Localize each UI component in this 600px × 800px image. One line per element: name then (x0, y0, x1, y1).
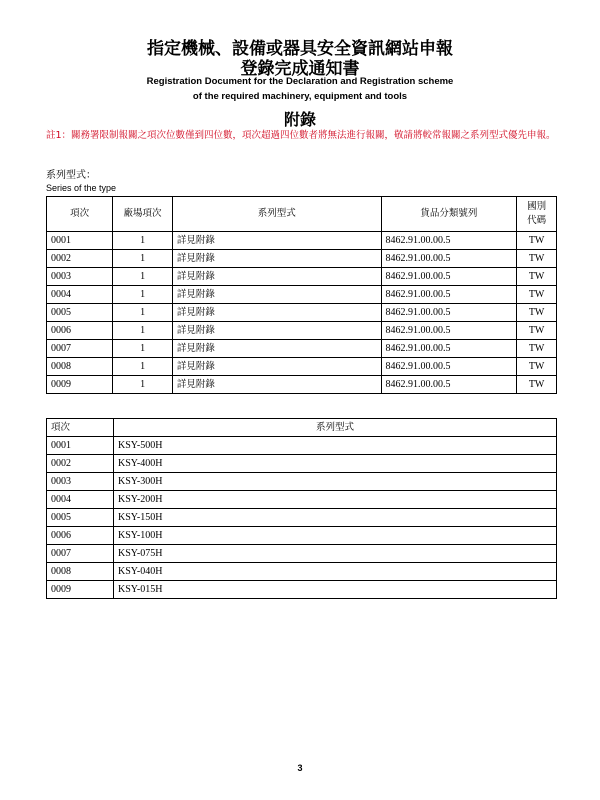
cell-country: TW (517, 340, 557, 358)
cell-item: 0009 (47, 376, 113, 394)
header-factory-item: 廠場項次 (113, 197, 173, 232)
cell-item: 0004 (47, 286, 113, 304)
header-country-code (517, 197, 557, 232)
table-row (47, 437, 557, 455)
table-row (47, 455, 557, 473)
cell-hs-code: 8462.91.00.00.5 (381, 322, 517, 340)
table-row (47, 232, 557, 250)
cell-item: 0001 (47, 232, 113, 250)
cell-item: 0004 (47, 491, 114, 509)
cell-factory: 1 (113, 286, 173, 304)
table-row (47, 491, 557, 509)
table-row (47, 527, 557, 545)
cell-factory: 1 (113, 322, 173, 340)
cell-country: TW (517, 232, 557, 250)
appendix-model-table (46, 418, 557, 599)
cell-item: 0007 (47, 340, 113, 358)
cell-series: 詳見附錄 (172, 232, 381, 250)
cell-factory: 1 (113, 340, 173, 358)
cell-model: KSY-300H (114, 473, 557, 491)
series-label-en: Series of the type (46, 183, 117, 193)
cell-series: 詳見附錄 (172, 322, 381, 340)
cell-factory: 1 (113, 304, 173, 322)
table-row (47, 581, 557, 599)
cell-factory: 1 (113, 358, 173, 376)
cell-model: KSY-500H (114, 437, 557, 455)
header-hs-code: 貨品分類號列 (381, 197, 517, 232)
header-series-type: 系列型式 (172, 197, 381, 232)
cell-item: 0008 (47, 358, 113, 376)
cell-series: 詳見附錄 (172, 358, 381, 376)
cell-series: 詳見附錄 (172, 268, 381, 286)
cell-hs-code: 8462.91.00.00.5 (381, 376, 517, 394)
series-label-zh: 系列型式： (46, 170, 96, 181)
title-en-line1: Registration Document for the Declaration and Registration scheme (146, 76, 454, 87)
header-item: 項次 (47, 197, 113, 232)
cell-country: TW (517, 358, 557, 376)
cell-hs-code: 8462.91.00.00.5 (381, 268, 517, 286)
header-item: 項次 (47, 419, 114, 437)
table-row (47, 376, 557, 394)
table-row (47, 340, 557, 358)
title-zh-line2: 登錄完成通知書 (240, 59, 360, 79)
cell-hs-code: 8462.91.00.00.5 (381, 286, 517, 304)
cell-country: TW (517, 304, 557, 322)
cell-country: TW (517, 250, 557, 268)
table-row (47, 268, 557, 286)
page-number: 3 (297, 763, 303, 773)
table-row (47, 358, 557, 376)
header-country-line2: 代碼 (527, 215, 547, 226)
cell-model: KSY-075H (114, 545, 557, 563)
cell-item: 0006 (47, 322, 113, 340)
cell-item: 0008 (47, 563, 114, 581)
cell-series: 詳見附錄 (172, 250, 381, 268)
table-row (47, 509, 557, 527)
cell-model: KSY-150H (114, 509, 557, 527)
title-zh-line1: 指定機械、設備或器具安全資訊網站申報 (147, 39, 453, 59)
cell-country: TW (517, 268, 557, 286)
cell-item: 0009 (47, 581, 114, 599)
cell-series: 詳見附錄 (172, 376, 381, 394)
cell-hs-code: 8462.91.00.00.5 (381, 358, 517, 376)
cell-model: KSY-200H (114, 491, 557, 509)
cell-hs-code: 8462.91.00.00.5 (381, 250, 517, 268)
table-row (47, 304, 557, 322)
cell-item: 0001 (47, 437, 114, 455)
cell-model: KSY-100H (114, 527, 557, 545)
title-en-line2: of the required machinery, equipment and tools (192, 91, 408, 102)
cell-item: 0002 (47, 250, 113, 268)
cell-factory: 1 (113, 268, 173, 286)
cell-country: TW (517, 322, 557, 340)
cell-item: 0007 (47, 545, 114, 563)
cell-factory: 1 (113, 232, 173, 250)
cell-country: TW (517, 286, 557, 304)
cell-item: 0005 (47, 304, 113, 322)
table-header-row (47, 197, 557, 232)
cell-item: 0002 (47, 455, 114, 473)
cell-series: 詳見附錄 (172, 304, 381, 322)
cell-model: KSY-015H (114, 581, 557, 599)
cell-factory: 1 (113, 376, 173, 394)
table-row (47, 322, 557, 340)
cell-item: 0003 (47, 268, 113, 286)
cell-model: KSY-400H (114, 455, 557, 473)
table-row (47, 563, 557, 581)
cell-series: 詳見附錄 (172, 286, 381, 304)
table-header-row (47, 419, 557, 437)
table-row (47, 545, 557, 563)
appendix-title: 附錄 (283, 110, 316, 129)
table-row (47, 250, 557, 268)
header-country-line1: 國別 (527, 201, 547, 212)
table-row (47, 286, 557, 304)
cell-series: 詳見附錄 (172, 340, 381, 358)
cell-item: 0003 (47, 473, 114, 491)
note-text: 註1：關務署限制報關之項次位數僅到四位數，項次超過四位數者將無法進行報關，敬請將較常報關之系列型式優先申報。 (46, 130, 556, 141)
cell-factory: 1 (113, 250, 173, 268)
cell-hs-code: 8462.91.00.00.5 (381, 304, 517, 322)
series-type-table (46, 196, 557, 394)
cell-hs-code: 8462.91.00.00.5 (381, 232, 517, 250)
cell-item: 0006 (47, 527, 114, 545)
cell-model: KSY-040H (114, 563, 557, 581)
header-series-type: 系列型式 (114, 419, 557, 437)
cell-item: 0005 (47, 509, 114, 527)
cell-country: TW (517, 376, 557, 394)
cell-hs-code: 8462.91.00.00.5 (381, 340, 517, 358)
table-row (47, 473, 557, 491)
